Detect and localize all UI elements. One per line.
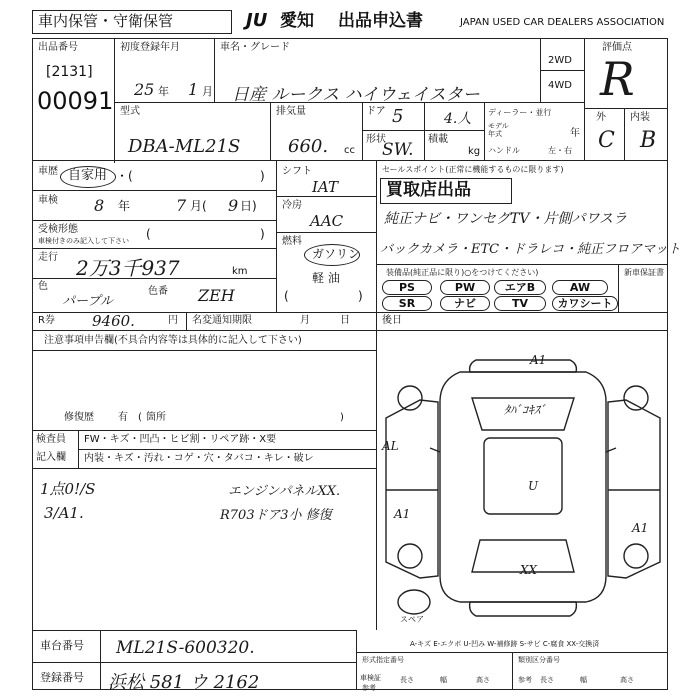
remark-4: R703ドア3小 修復 [220, 508, 332, 523]
doors-value: 5 [392, 106, 404, 127]
rating-exterior-value: C [598, 128, 615, 153]
warranty-label: 新車保証書 [624, 268, 664, 277]
model-year-unit: 年 [570, 128, 580, 139]
diagram-mark-roof: ﾀﾊﾞｺｷｽﾞ [504, 403, 547, 417]
legend-width-label-2: 幅 [580, 676, 587, 684]
chassis-value: ML21S-600320. [116, 638, 255, 658]
history-value: 自家用 [68, 168, 108, 183]
mileage-unit: km [232, 266, 248, 277]
tax-deadline-day: 日 [340, 315, 350, 326]
equipment-item: AW [552, 280, 608, 295]
fuel-paren-open: ( [284, 289, 289, 303]
fuel-paren-close: ) [358, 289, 363, 303]
legend-plate-label-2: 参考 [362, 684, 376, 692]
doors-label: ドア [366, 106, 386, 117]
legend-length-label-2: 長さ [540, 676, 554, 684]
history-paren-open: ・( [116, 169, 133, 183]
drive-2wd: 2WD [548, 55, 572, 66]
drive-4wd: 4WD [548, 80, 572, 91]
dealer-label: ディーラー・並行 [488, 108, 552, 117]
equipment-item: SR [382, 296, 432, 311]
rating-interior-label: 内装 [630, 112, 650, 123]
acceptance-paren-open: ( [146, 227, 151, 241]
remark-2: 3/A1. [44, 504, 84, 522]
fuel-diesel-option: 軽 油 [312, 271, 340, 285]
fuel-label: 燃料 [282, 236, 302, 247]
color-value: パープル [62, 294, 113, 309]
equipment-item: PW [440, 280, 490, 295]
plate-value: 浜松 581 ウ 2162 [108, 672, 260, 693]
equipment-label: 装備品(純正品に限り)○をつけてください) [386, 268, 539, 277]
recycle-unit: 円 [168, 315, 178, 326]
repair-value: 有 [118, 412, 128, 423]
lot-label: 出品番号 [38, 42, 78, 53]
equipment-item: カワシート [552, 296, 618, 311]
color-code-label: 色番 [148, 286, 168, 297]
vehicle-name-label: 車名・グレード [220, 42, 290, 53]
logo-icon: JU [246, 10, 268, 31]
first-reg-year-unit: 年 [158, 85, 169, 98]
acceptance-note: 車検付きのみ記入して下さい [38, 237, 129, 245]
remark-1: 1点0!/S [40, 480, 96, 498]
sales-point-label: セールスポイント(正常に機能するものに限ります) [382, 165, 564, 174]
model-year-label: モデル 年式 [488, 122, 509, 139]
handle-options: 左・右 [548, 146, 572, 155]
lot-bracket-number: [2131] [46, 64, 93, 80]
diagram-mark-sl: AL [382, 439, 399, 453]
legend-class-label: 類別区分番号 [518, 656, 560, 664]
load-unit: kg [468, 146, 481, 157]
equipment-item: エアB [494, 280, 546, 295]
displacement-value: 660. [288, 136, 329, 157]
rating-value: R [600, 52, 635, 106]
mileage-value: 2万3千937 [76, 256, 180, 280]
diagram-mark-center: U [528, 479, 539, 493]
repair-label: 修復歴 [64, 412, 94, 423]
shift-label: シフト [282, 166, 312, 177]
model-value: DBA-ML21S [128, 136, 241, 157]
diagram-mark-spare: スペア [400, 615, 424, 624]
legend-height-label-2: 高さ [620, 676, 634, 684]
inspection-day: 9 [228, 196, 239, 215]
notes-label: 注意事項申告欄(不具合内容等は具体的に記入して下さい) [44, 335, 302, 346]
sales-point-line-2: バックカメラ・ETC・ドラレコ・純正フロアマット [380, 242, 681, 257]
inspection-label: 車検 [38, 195, 58, 206]
chassis-label: 車台番号 [40, 639, 84, 652]
color-code-value: ZEH [198, 286, 235, 305]
color-label: 色 [38, 281, 48, 292]
repair-paren-close: ) [340, 412, 344, 423]
first-reg-label: 初度登録年月 [120, 42, 180, 53]
inspection-month-unit: 月( [190, 199, 207, 213]
car-diagram [380, 340, 666, 630]
plate-label: 登録番号 [40, 671, 84, 684]
legend-plate-label-1: 車検証 [360, 674, 381, 682]
inspector-label-1: 検査員 [36, 434, 66, 445]
first-reg-month-unit: 月 [202, 85, 213, 98]
rating-label: 評価点 [602, 42, 632, 53]
ac-value: AAC [310, 212, 344, 230]
fuel-value: ガソリン [312, 247, 361, 261]
model-label: 型式 [120, 106, 140, 117]
shift-value: IAT [312, 178, 338, 196]
tax-deadline-month: 月 [300, 315, 310, 326]
history-label: 車歴 [38, 166, 58, 177]
diagram-mark-right: A1 [632, 521, 649, 535]
rear-label: 後日 [382, 315, 402, 326]
shape-value: SW. [382, 140, 414, 160]
first-reg-year: 25 [134, 80, 155, 99]
inspection-year: 8 [94, 196, 105, 215]
mileage-label: 走行 [38, 252, 58, 263]
equipment-item: TV [494, 296, 546, 311]
history-paren-close: ) [260, 169, 265, 183]
diagram-mark-left: A1 [394, 507, 411, 521]
inspector-row-2: 内装・キズ・汚れ・コゲ・穴・タバコ・キレ・破レ [84, 453, 314, 464]
legend-ref-label: 参考 [518, 676, 532, 684]
rating-interior-value: B [640, 128, 657, 153]
diagram-mark-rear: XX [520, 563, 538, 577]
recycle-value: 9460. [92, 312, 135, 330]
remark-3: エンジンパネルXX. [228, 484, 341, 499]
equipment-item: ナビ [440, 296, 490, 311]
sales-point-stamp: 買取店出品 [386, 180, 471, 200]
equipment-item: PS [382, 280, 432, 295]
legend-length-label: 長さ [400, 676, 414, 684]
legend-dimensions-label: 形式指定番号 [362, 656, 404, 664]
legend-width-label: 幅 [440, 676, 447, 684]
repair-paren-open: ( [138, 412, 142, 423]
acceptance-label: 受検形態 [38, 224, 78, 235]
inspector-row-1: FW・キズ・凹凸・ヒビ割・リペア跡・X要 [84, 434, 277, 445]
inspector-label-2: 記入欄 [36, 452, 66, 463]
legend-height-label: 高さ [476, 676, 490, 684]
storage-label: 車内保管・守衛保管 [38, 12, 174, 30]
form-title: 出品申込書 [338, 11, 423, 31]
capacity-value: 4.人 [444, 111, 472, 127]
diagram-mark-front: A1 [530, 353, 547, 367]
recycle-label: R券 [38, 315, 55, 326]
ac-label: 冷房 [282, 200, 302, 211]
vehicle-name: 日産 ルークス ハイウェイスター [232, 85, 480, 105]
lot-number: 00091 [37, 87, 114, 115]
org-name: 愛知 [280, 11, 314, 31]
form-subtitle: JAPAN USED CAR DEALERS ASSOCIATION [460, 17, 665, 28]
repair-suffix: 箇所 [146, 412, 166, 423]
rating-exterior-label: 外 [596, 112, 606, 123]
displacement-unit: cc [344, 145, 355, 156]
inspection-year-unit: 年 [118, 199, 131, 213]
handle-label: ハンドル [488, 146, 520, 155]
first-reg-month: 1 [188, 80, 199, 99]
shape-label: 形状 [366, 134, 386, 145]
load-label: 積載 [428, 134, 448, 145]
inspection-day-unit: 日) [240, 199, 257, 213]
displacement-label: 排気量 [276, 106, 306, 117]
tax-deadline-label: 名変通知期限 [192, 315, 252, 326]
legend-text: A-キズ E-エクボ U-凹み W-補修跡 S-サビ C-腐食 XX-交換済 [410, 640, 600, 648]
sales-point-line-1: 純正ナビ・ワンセグTV・片側パワスラ [384, 211, 628, 227]
inspection-month: 7 [176, 196, 187, 215]
acceptance-paren-close: ) [260, 227, 265, 241]
